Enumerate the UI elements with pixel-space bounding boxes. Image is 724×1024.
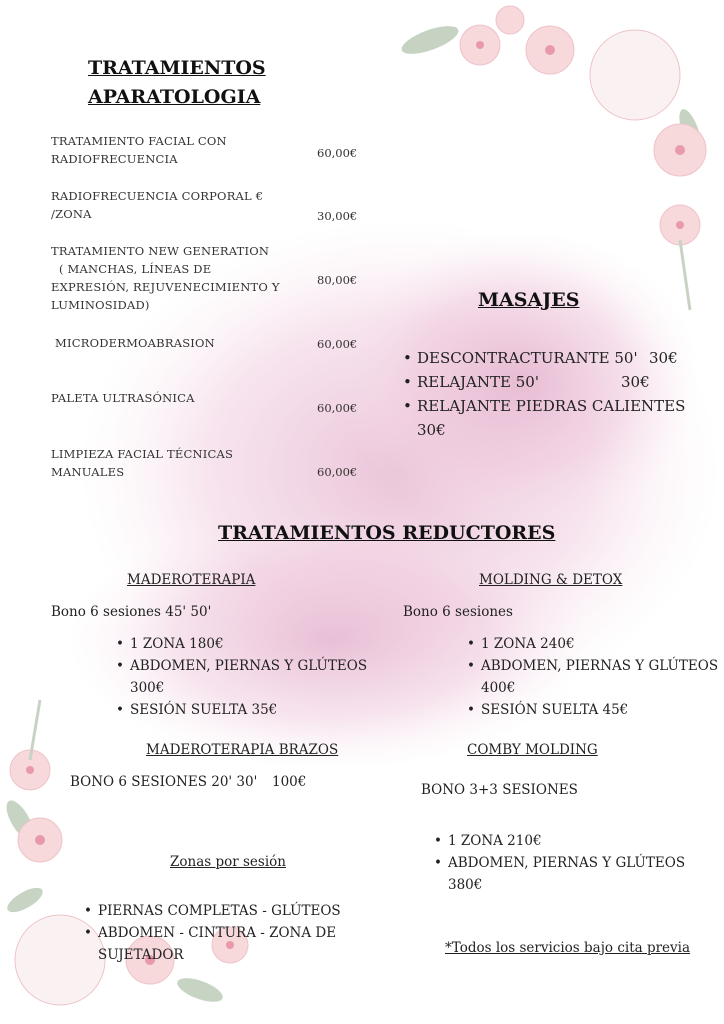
item-name: TRATAMIENTO FACIAL CON [51, 134, 227, 148]
item-price: 30€ [621, 373, 650, 391]
list-item: • 1 ZONA 180€ [116, 633, 376, 655]
brazos-price: 100€ [272, 774, 307, 790]
molding-list [467, 633, 723, 721]
comby-title: COMBY MOLDING [467, 742, 598, 758]
item-name: RELAJANTE PIEDRAS CALIENTES [417, 397, 686, 415]
list-item-cont: 380€ [448, 877, 483, 893]
item-name: ( MANCHAS, LÍNEAS DE [59, 262, 212, 276]
maderoterapia-title: MADEROTERAPIA [127, 572, 256, 588]
brazos-bono: BONO 6 SESIONES 20' 30' [70, 774, 258, 790]
item-name: MICRODERMOABRASION [55, 336, 215, 350]
aparatologia-title [88, 54, 266, 112]
item-name: /ZONA [51, 207, 92, 221]
item-price: 60,00€ [317, 146, 358, 160]
list-item: • PIERNAS COMPLETAS - GLÚTEOS [84, 900, 424, 922]
item-name: DESCONTRACTURANTE 50' [417, 349, 638, 367]
molding-title: MOLDING & DETOX [479, 572, 623, 588]
zonas-title: Zonas por sesión [170, 854, 286, 870]
item-price: 30,00€ [317, 209, 358, 223]
list-item-cont: 400€ [481, 680, 516, 696]
list-item: • 1 ZONA 210€ [434, 830, 704, 852]
masajes-list [403, 346, 703, 442]
comby-bono: BONO 3+3 SESIONES [421, 782, 578, 798]
item-price: 30€ [417, 421, 446, 439]
item-name: RADIOFRECUENCIA CORPORAL € [51, 189, 264, 203]
item-price: 60,00€ [317, 337, 358, 351]
maderoterapia-list [116, 633, 376, 721]
list-item: • 1 ZONA 240€ [467, 633, 723, 655]
list-item [403, 346, 703, 370]
comby-list [434, 830, 704, 896]
item-name: LIMPIEZA FACIAL TÉCNICAS [51, 447, 234, 461]
list-item [403, 394, 703, 442]
list-item: • ABDOMEN - CINTURA - ZONA DE SUJETADOR [84, 922, 424, 966]
list-item: • SESIÓN SUELTA 45€ [467, 699, 723, 721]
list-item-cont: 300€ [130, 680, 165, 696]
list-item [51, 132, 227, 168]
list-item: • ABDOMEN, PIERNAS Y GLÚTEOS [116, 655, 376, 677]
list-item [51, 242, 280, 314]
list-item [51, 187, 263, 223]
item-name: LUMINOSIDAD) [51, 298, 150, 312]
item-name: EXPRESIÓN, REJUVENECIMIENTO Y [51, 280, 280, 294]
flower-decoration-top-right [390, 0, 724, 320]
masajes-title: MASAJES [478, 289, 580, 311]
item-name: TRATAMIENTO NEW GENERATION [51, 244, 270, 258]
item-price: 80,00€ [317, 273, 358, 287]
item-price: 60,00€ [317, 401, 358, 415]
list-item [51, 389, 195, 407]
list-item: • ABDOMEN, PIERNAS Y GLÚTEOS [467, 655, 723, 677]
list-item [403, 370, 703, 394]
item-name: RADIOFRECUENCIA [51, 152, 178, 166]
aparatologia-title-line1: TRATAMIENTOS [88, 57, 266, 79]
zonas-list [84, 900, 424, 966]
item-price: 60,00€ [317, 465, 358, 479]
molding-bono: Bono 6 sesiones [403, 604, 513, 620]
footer-note: *Todos los servicios bajo cita previa [445, 940, 691, 956]
item-price: 30€ [649, 349, 678, 367]
list-item [51, 445, 233, 481]
maderoterapia-bono: Bono 6 sesiones 45' 50' [51, 604, 212, 620]
aparatologia-title-line2: APARATOLOGIA [88, 86, 261, 108]
list-item [55, 334, 215, 352]
list-item: • SESIÓN SUELTA 35€ [116, 699, 376, 721]
item-name: PALETA ULTRASÓNICA [51, 391, 195, 405]
list-item: • ABDOMEN, PIERNAS Y GLÚTEOS [434, 852, 704, 874]
item-name: MANUALES [51, 465, 125, 479]
reductores-title: TRATAMIENTOS REDUCTORES [218, 522, 556, 544]
brazos-title: MADEROTERAPIA BRAZOS [146, 742, 339, 758]
item-name: RELAJANTE 50' [417, 373, 539, 391]
